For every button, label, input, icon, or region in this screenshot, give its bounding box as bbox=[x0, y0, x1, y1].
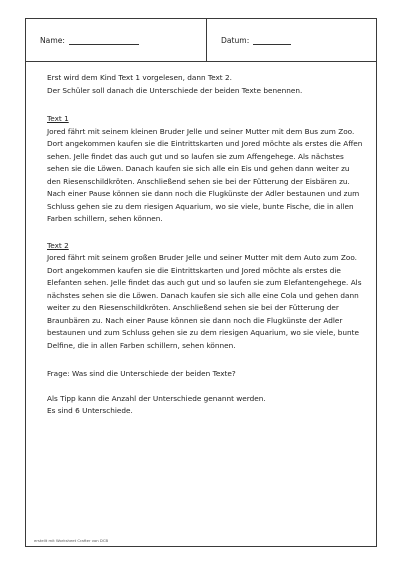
text-1-body: Jored fährt mit seinem kleinen Bruder Jelle und seiner Mutter mit dem Bus zum Zoo. Dort angekommen kaufen sie die Eintrittskarten und Jored möchte als erstes die Affen sehen. Jelle findet das auch gut und so laufen sie zum Affengehege. Als nächstes sehen sie die Löwen. Danach kaufen sie sich alle ein Eis und gehen dann weiter zu den Riesenschildkröten. Anschließend sehen sie bei der Fütterung der Eisbären zu. Nach einer Pause können sie dann noch die Flugkünste der Adler bestaunen und zum Schluss gehen sie zu dem riesigen Aquarium, wo sie viele, bunte Fische, die in allen Farben schillern, sehen können. bbox=[47, 126, 363, 223]
footer-credit: erstellt mit Worksheet Crafter von DCB bbox=[34, 538, 109, 543]
question: Frage: Was sind die Unterschiede der beiden Texte? bbox=[47, 369, 236, 378]
name-blank-line bbox=[69, 36, 139, 45]
hint bbox=[47, 393, 365, 418]
instruction-line-2: Der Schüler soll danach die Unterschiede der beiden Texte benennen. bbox=[47, 85, 303, 95]
text-2-body: Jored fährt mit seinem großen Bruder Jelle und seiner Mutter mit dem Auto zum Zoo. Dort angekommen kaufen sie die Eintrittskarten und Jored möchte als erstes die Elefanten sehen. Jelle findet das auch gut und so laufen sie zum Elefantengehege. Als nächstes sehen sie die Löwen. Danach kaufen sie sich alle eine Cola und gehen dann weiter zu den Riesenschildkröten. Anschließend sehen sie bei der Fütterung der Braunbären zu. Nach einer Pause können sie dann noch die Flugkünste der Adler bestaunen und zum Schluss gehen sie zu dem riesigen Aquarium, wo sie viele, bunte Delfine, die in allen Farben schillern, sehen können. bbox=[47, 253, 362, 350]
date-field bbox=[207, 19, 376, 61]
worksheet-page bbox=[25, 18, 377, 547]
date-label: Datum: bbox=[221, 35, 250, 45]
worksheet-header bbox=[26, 19, 376, 62]
text-2-title: Text 2 bbox=[47, 240, 69, 250]
hint-line-2: Es sind 6 Unterschiede. bbox=[47, 406, 133, 415]
text-1-title: Text 1 bbox=[47, 114, 69, 123]
text-2-section bbox=[47, 240, 365, 353]
hint-line-1: Als Tipp kann die Anzahl der Unterschiede genannt werden. bbox=[47, 393, 266, 403]
date-blank-line bbox=[253, 36, 291, 45]
instruction-line-1: Erst wird dem Kind Text 1 vorgelesen, dann Text 2. bbox=[47, 73, 232, 82]
worksheet-content bbox=[26, 62, 376, 418]
instructions bbox=[47, 72, 365, 97]
text-1-section bbox=[47, 113, 365, 226]
name-field bbox=[26, 19, 207, 61]
name-label: Name: bbox=[40, 35, 65, 45]
